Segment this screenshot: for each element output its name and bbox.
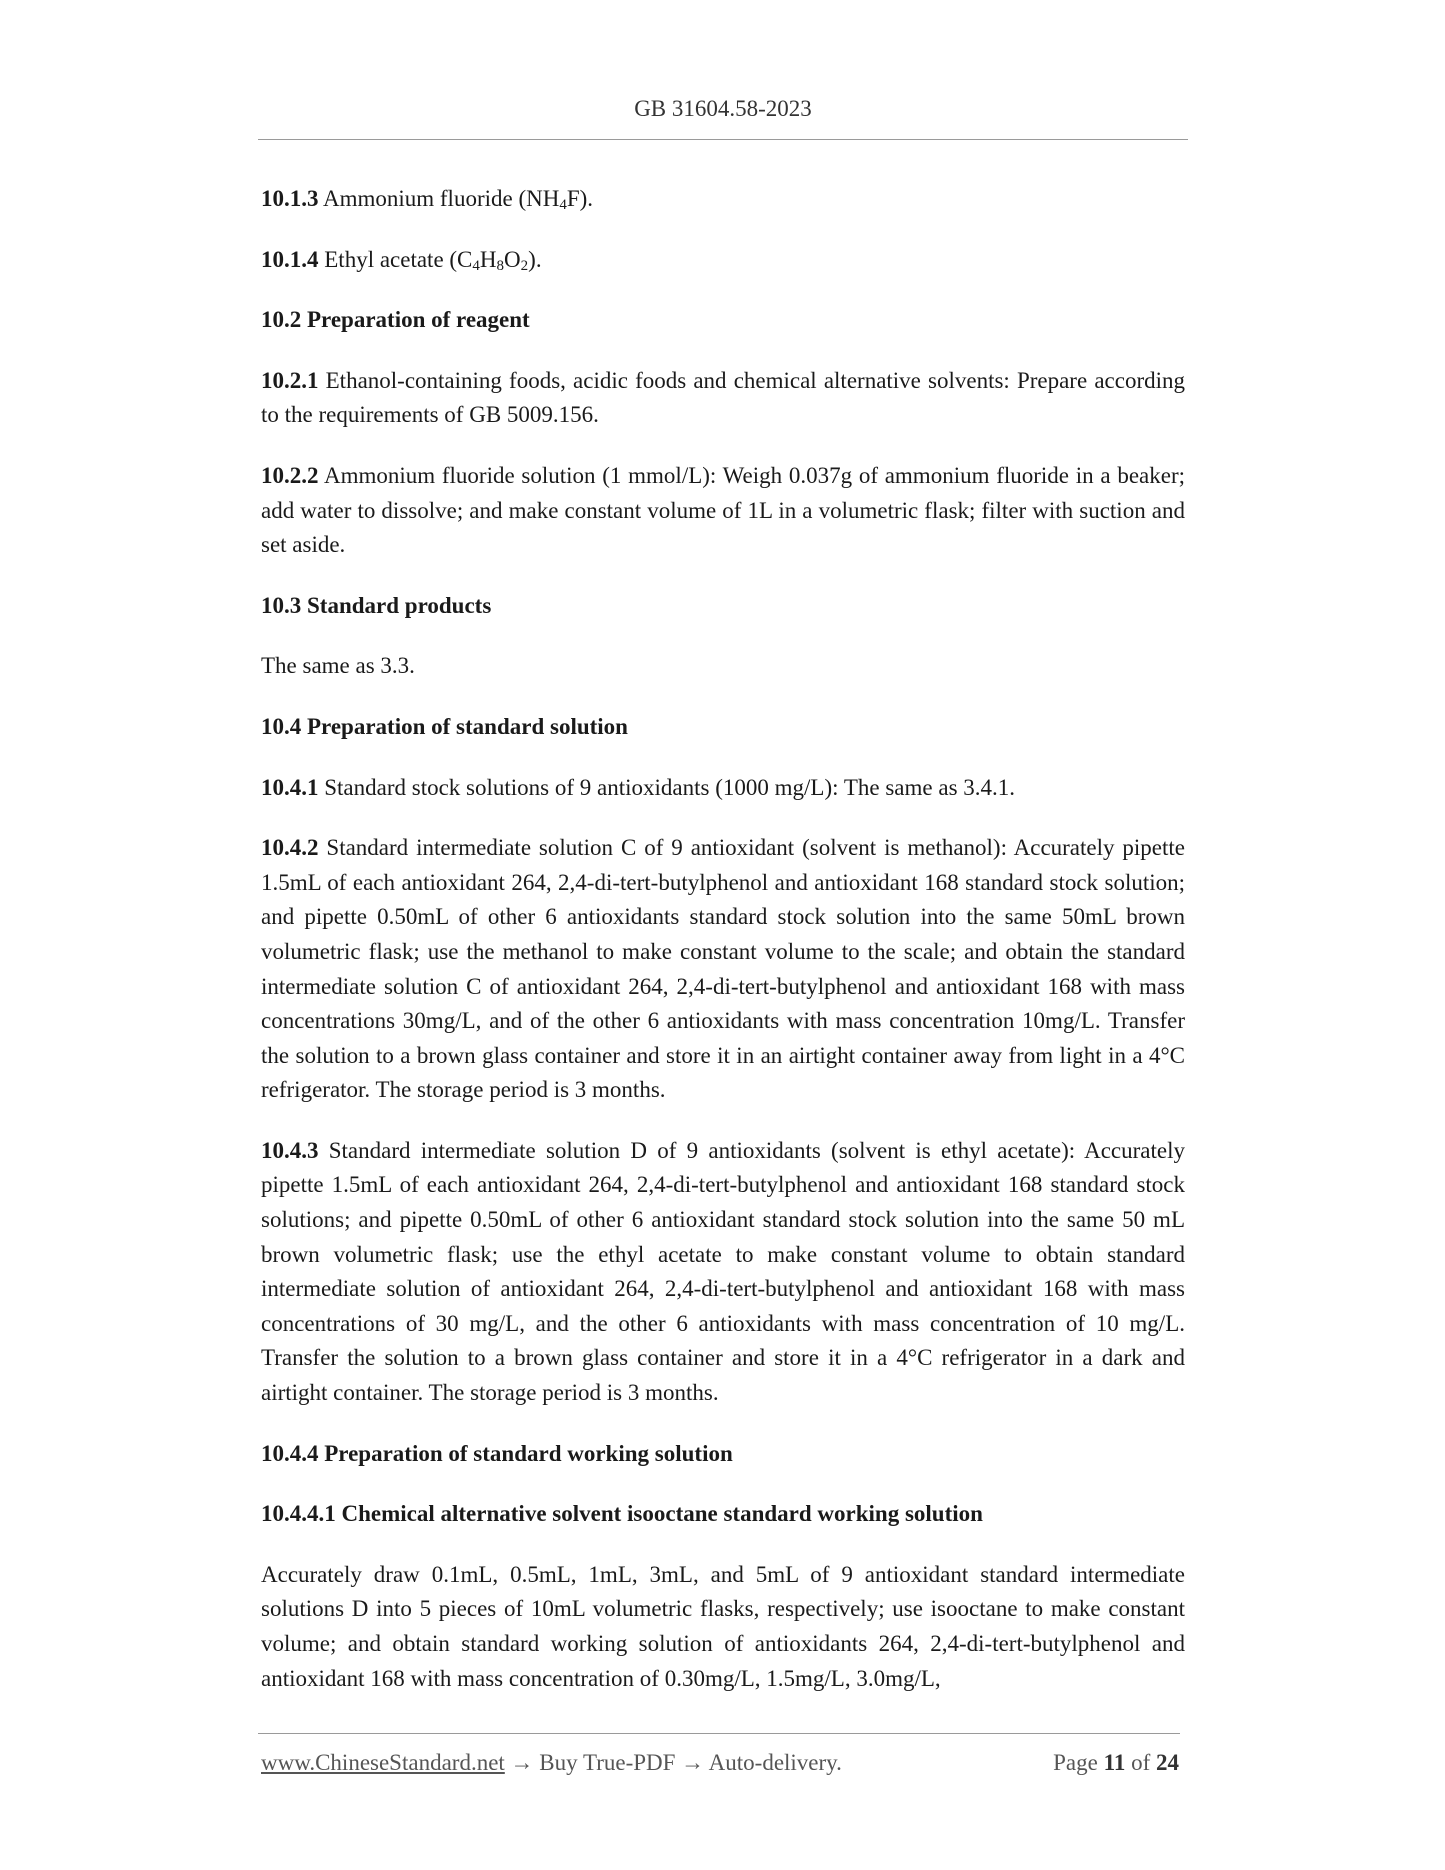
footer-divider (258, 1733, 1180, 1734)
section-heading-10-4-4: 10.4.4 Preparation of standard working solution (261, 1440, 733, 1466)
section-heading-10-3: 10.3 Standard products (261, 592, 492, 618)
paragraph-text: The same as 3.3. (261, 653, 415, 679)
current-page: 11 (1103, 1750, 1126, 1775)
total-pages: 24 (1156, 1750, 1179, 1775)
clause-10-4-3: 10.4.3 Standard intermediate solution D of 9 antioxidants (solvent is ethyl acetate): Accurately pipette 1.5mL of each antioxidant 264, 2,4-di-tert-butylphenol and antioxidant 168 standard stock solutions; and pipette 0.50mL of other 6 antioxidant standard stock solution into the same 50 mL brown volumetric flask; use the ethyl acetate to make constant volume to obtain standard intermediate solution of antioxidant 264, 2,4-di-tert-butylphenol and antioxidant 168 with mass concentrations of 30 mg/L, and the other 6 antioxidants with mass concentration of 10 mg/L. Transfer the solution to a brown glass container and store it in a 4°C refrigerator in a dark and airtight container. The storage period is 3 months. (261, 1137, 1185, 1406)
clause-10-4-1: 10.4.1 Standard stock solutions of 9 antioxidants (1000 mg/L): The same as 3.4.1. (261, 774, 1016, 800)
clause-number: 10.2.1 (261, 367, 319, 393)
website-link[interactable]: www.ChineseStandard.net (261, 1750, 505, 1775)
clause-10-4-2: 10.4.2 Standard intermediate solution C of 9 antioxidant (solvent is methanol): Accurately pipette 1.5mL of each antioxidant 264, 2,4-di-tert-butylphenol and antioxidant 168 standard stock solution; and pipette 0.50mL of other 6 antioxidants standard stock solution into the same 50mL brown volumetric flask; use the methanol to make constant volume to the scale; and obtain the standard intermediate solution C of antioxidant 264, 2,4-di-tert-butylphenol and antioxidant 168 with mass concentrations 30mg/L, and of the other 6 antioxidants with mass concentration 10mg/L. Transfer the solution to a brown glass container and store it in an airtight container away from light in a 4°C refrigerator. The storage period is 3 months. (261, 835, 1185, 1103)
page-header (258, 96, 1188, 122)
document-code: GB 31604.58-2023 (634, 96, 812, 121)
clause-number: 10.1.3 (261, 186, 319, 211)
clause-number: 10.4.3 (261, 1137, 319, 1163)
clause-number: 10.4.1 (261, 774, 319, 800)
paragraph-text: Accurately draw 0.1mL, 0.5mL, 1mL, 3mL, and 5mL of 9 antioxidant standard intermediate solutions D into 5 pieces of 10mL volumetric flasks, respectively; use isooctane to make constant volume; and obtain standard working solution of antioxidants 264, 2,4-di-tert-butylphenol and antioxidant 168 with mass concentration of 0.30mg/L, 1.5mg/L, 3.0mg/L, (261, 1561, 1185, 1691)
clause-number: 10.2.2 (261, 462, 319, 488)
clause-10-2-1: 10.2.1 Ethanol-containing foods, acidic foods and chemical alternative solvents: Prepare according to the requirements of GB 5009.156. (261, 367, 1185, 428)
section-heading-10-4-4-1: 10.4.4.1 Chemical alternative solvent isooctane standard working solution (261, 1501, 983, 1527)
section-heading-10-4: 10.4 Preparation of standard solution (261, 713, 628, 739)
section-heading-10-2: 10.2 Preparation of reagent (261, 307, 530, 333)
clause-number: 10.4.2 (261, 835, 319, 861)
header-divider (258, 139, 1188, 140)
clause-10-1-3: 10.1.3 Ammonium fluoride $(NH_4F)$. (261, 186, 594, 213)
page-number: Page 11 of 24 (1053, 1750, 1179, 1775)
clause-10-1-4: 10.1.4 Ethyl acetate $(C_4H_8O_2)$. (261, 246, 542, 274)
clause-number: 10.1.4 (261, 246, 319, 272)
clause-10-2-2: 10.2.2 Ammonium fluoride solution (1 mmol/L): Weigh 0.037g of ammonium fluoride in a beaker; add water to dissolve; and make constant volume of 1L in a volumetric flask; filter with suction and set aside. (261, 462, 1185, 558)
footer-promo (261, 1750, 842, 1776)
document-body (261, 182, 1185, 1722)
footer-tagline: → Buy True-PDF → Auto-delivery. (504, 1750, 842, 1775)
